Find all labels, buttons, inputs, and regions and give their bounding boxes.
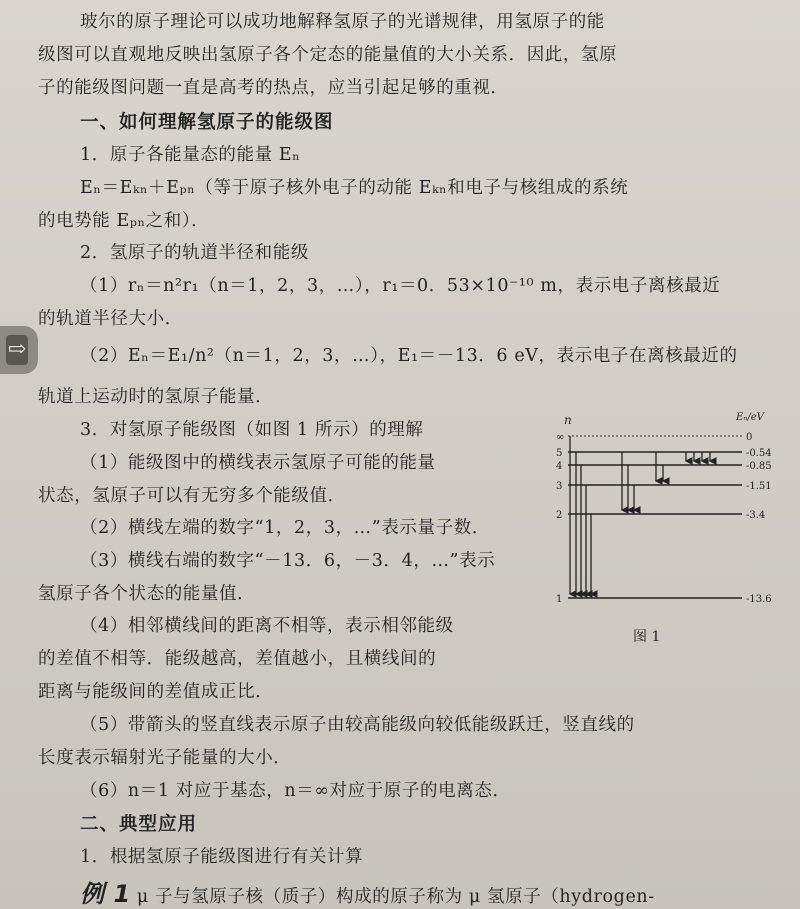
paragraph-line: 2．氢原子的轨道半径和能级 bbox=[80, 243, 309, 263]
arrow-icon: ⇨ bbox=[6, 335, 28, 365]
paragraph-line: 轨道上运动时的氢原子能量． bbox=[38, 387, 274, 407]
section-heading: 二、典型应用 bbox=[80, 814, 198, 835]
paragraph-line: 1．原子各能量态的能量 Eₙ bbox=[80, 145, 301, 165]
paragraph-line: （3）横线右端的数字“－13．6，－3．4，…”表示 bbox=[80, 551, 496, 571]
paragraph-line: 状态，氢原子可以有无穷多个能级值． bbox=[38, 486, 346, 506]
paragraph-line: 的电势能 Eₚₙ之和）． bbox=[38, 211, 210, 231]
quantum-number-label: 3 bbox=[556, 481, 563, 492]
figure-caption: 图 1 bbox=[633, 629, 661, 645]
energy-value-label: -13.6 bbox=[746, 594, 772, 605]
quantum-number-label: 4 bbox=[556, 461, 563, 472]
energy-axis-label: Eₙ/eV bbox=[736, 412, 764, 423]
energy-value-label: 0 bbox=[746, 432, 753, 443]
formula-line: （2）Eₙ＝E₁/n²（n＝1，2，3，…），E₁＝－13．6 eV，表示电子在离核最近的 bbox=[80, 346, 738, 366]
example-label: 例 1 bbox=[80, 880, 131, 908]
paragraph-line: （2）横线左端的数字“1，2，3，…”表示量子数． bbox=[80, 518, 490, 538]
paragraph-line: 的轨道半径大小． bbox=[38, 309, 183, 329]
quantum-number-label: 5 bbox=[556, 448, 563, 459]
paragraph-line: 1．根据氢原子能级图进行有关计算 bbox=[80, 847, 364, 867]
energy-value-label: -3.4 bbox=[746, 510, 766, 521]
paragraph-line: （1）能级图中的横线表示氢原子可能的能量 bbox=[80, 453, 436, 473]
n-axis-label: n bbox=[564, 413, 572, 427]
energy-value-label: -0.85 bbox=[746, 461, 772, 472]
section-heading: 一、如何理解氢原子的能级图 bbox=[80, 112, 334, 133]
quantum-number-label: 1 bbox=[556, 594, 563, 605]
paragraph-line: 级图可以直观地反映出氢原子各个定态的能量值的大小关系．因此，氢原 bbox=[38, 45, 618, 65]
paragraph-line: 子的能级图问题一直是高考的热点，应当引起足够的重视． bbox=[38, 78, 509, 98]
paragraph-line: 距离与能级间的差值成正比． bbox=[38, 682, 274, 702]
quantum-number-label: ∞ bbox=[556, 432, 565, 443]
example-text: μ 子与氢原子核（质子）构成的原子称为 μ 氢原子（hydrogen- bbox=[136, 887, 655, 907]
paragraph-line: 氢原子各个状态的能量值． bbox=[38, 584, 256, 604]
energy-level-diagram bbox=[546, 412, 786, 632]
paragraph-line: （6）n＝1 对应于基态，n＝∞对应于原子的电离态． bbox=[80, 781, 511, 801]
paragraph-line: 的差值不相等．能级越高，差值越小，且横线间的 bbox=[38, 649, 437, 669]
paragraph-line: 玻尔的原子理论可以成功地解释氢原子的光谱规律，用氢原子的能 bbox=[80, 12, 605, 32]
formula-line: Eₙ＝Eₖₙ＋Eₚₙ（等于原子核外电子的动能 Eₖₙ和电子与核组成的系统 bbox=[80, 178, 629, 198]
paragraph-line: 长度表示辐射光子能量的大小． bbox=[38, 748, 292, 768]
paragraph-line: （4）相邻横线间的距离不相等，表示相邻能级 bbox=[80, 616, 454, 636]
energy-value-label: -0.54 bbox=[746, 448, 772, 459]
energy-value-label: -1.51 bbox=[746, 481, 772, 492]
formula-line: （1）rₙ＝n²r₁（n＝1，2，3，…），r₁＝0．53×10⁻¹⁰ m，表示电子离核最近 bbox=[80, 276, 721, 296]
paragraph-line: （5）带箭头的竖直线表示原子由较高能级向较低能级跃迁，竖直线的 bbox=[80, 715, 635, 735]
paragraph-line: 3．对氢原子能级图（如图 1 所示）的理解 bbox=[80, 420, 424, 440]
quantum-number-label: 2 bbox=[556, 510, 563, 521]
example-line bbox=[80, 874, 655, 909]
page-edge-tab bbox=[0, 326, 38, 374]
